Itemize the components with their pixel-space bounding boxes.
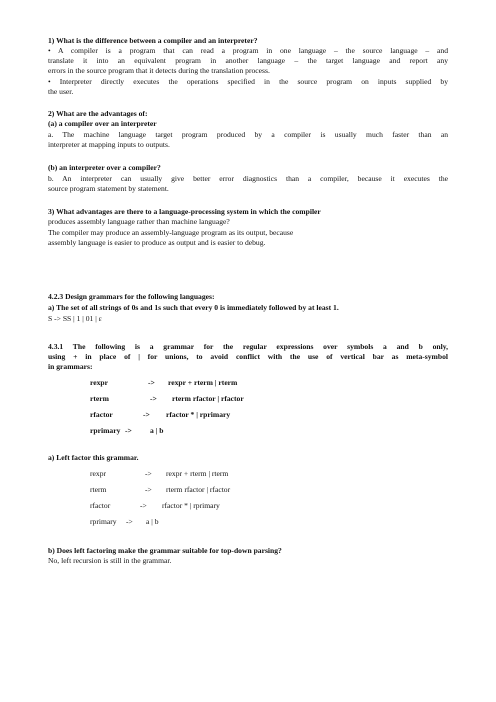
factored-rhs: rexpr + rterm | rterm [166,469,229,478]
q2-answer-a-line-1: a. The machine language target program produced by a compiler is usually much faster than an [48,130,448,139]
grammar-lhs: rexpr [90,378,108,387]
grammar-rhs: a | b [150,426,164,435]
q1-compiler-line-1: • A compiler is a program that can read a program in one language – the source language – and [48,46,448,55]
factored-rhs: a | b [146,517,159,526]
q431-heading-line-3: in grammars: [48,362,93,371]
factored-arrow: -> [126,517,133,526]
q423-answer: S -> SS | 1 | 01 | ε [48,314,102,323]
factored-lhs: rexpr [90,469,107,478]
factored-rhs: rterm rfactor | rfactor [166,485,231,494]
q2-answer-b-line-2: source program statement by statement. [48,184,169,193]
factored-arrow: -> [145,469,152,478]
q2-subheading-a: (a) a compiler over an interpreter [48,119,157,128]
q3-heading-line-1: 3) What advantages are there to a language-processing system in which the compiler [48,207,321,216]
grammar-lhs: rterm [90,394,109,403]
q1-compiler-line-2: translate it into an equivalent program in another language – the target language and report any [48,56,448,65]
grammar-rhs: rterm rfactor | rfactor [172,394,244,403]
q431-heading-line-1: 4.3.1 The following is a grammar for the regular expressions over symbols a and b only, [48,342,448,351]
q1-compiler-line-3: errors in the source program that it detects during the translation process. [48,66,270,75]
q423-subheading-a: a) The set of all strings of 0s and 1s such that every 0 is immediately followed by at least 1. [48,303,339,312]
grammar-lhs: rprimary [90,426,121,435]
grammar-arrow: -> [150,394,157,403]
q3-heading-line-2: produces assembly language rather than machine language? [48,217,230,226]
factored-lhs: rfactor [90,501,111,510]
grammar-arrow: -> [148,378,155,387]
q2-heading: 2) What are the advantages of: [48,109,148,118]
grammar-rhs: rfactor * | rprimary [166,410,231,419]
q423-heading: 4.2.3 Design grammars for the following languages: [48,292,215,301]
grammar-arrow: -> [143,410,150,419]
q1-interpreter-line-1: • Interpreter directly executes the operations specified in the source program on inputs supplied by [48,77,448,86]
factored-lhs: rterm [90,485,107,494]
factored-rhs: rfactor * | rprimary [162,501,220,510]
q431-heading-line-2: using + in place of | for unions, to avoid conflict with the use of vertical bar as meta-symbol [48,352,448,361]
q1-heading: 1) What is the difference between a compiler and an interpreter? [48,36,258,45]
q2-subheading-b: (b) an interpreter over a compiler? [48,163,161,172]
q3-answer-line-1: The compiler may produce an assembly-language program as its output, because [48,228,294,237]
grammar-lhs: rfactor [90,410,113,419]
q3-answer-line-2: assembly language is easier to produce as output and is easier to debug. [48,238,266,247]
q1-interpreter-line-2: the user. [48,87,74,96]
factored-lhs: rprimary [90,517,117,526]
grammar-rhs: rexpr + rterm | rterm [168,378,238,387]
q2-answer-b-line-1: b. An interpreter can usually give better error diagnostics than a compiler, because it executes the [48,174,448,183]
q431-answer-b: No, left recursion is still in the grammar. [48,556,172,565]
factored-arrow: -> [140,501,147,510]
grammar-arrow: -> [125,426,132,435]
q431-subheading-b: b) Does left factoring make the grammar suitable for top-down parsing? [48,546,282,555]
q431-subheading-a: a) Left factor this grammar. [48,453,139,462]
q2-answer-a-line-2: interpreter at mapping inputs to outputs. [48,140,170,149]
factored-arrow: -> [145,485,152,494]
